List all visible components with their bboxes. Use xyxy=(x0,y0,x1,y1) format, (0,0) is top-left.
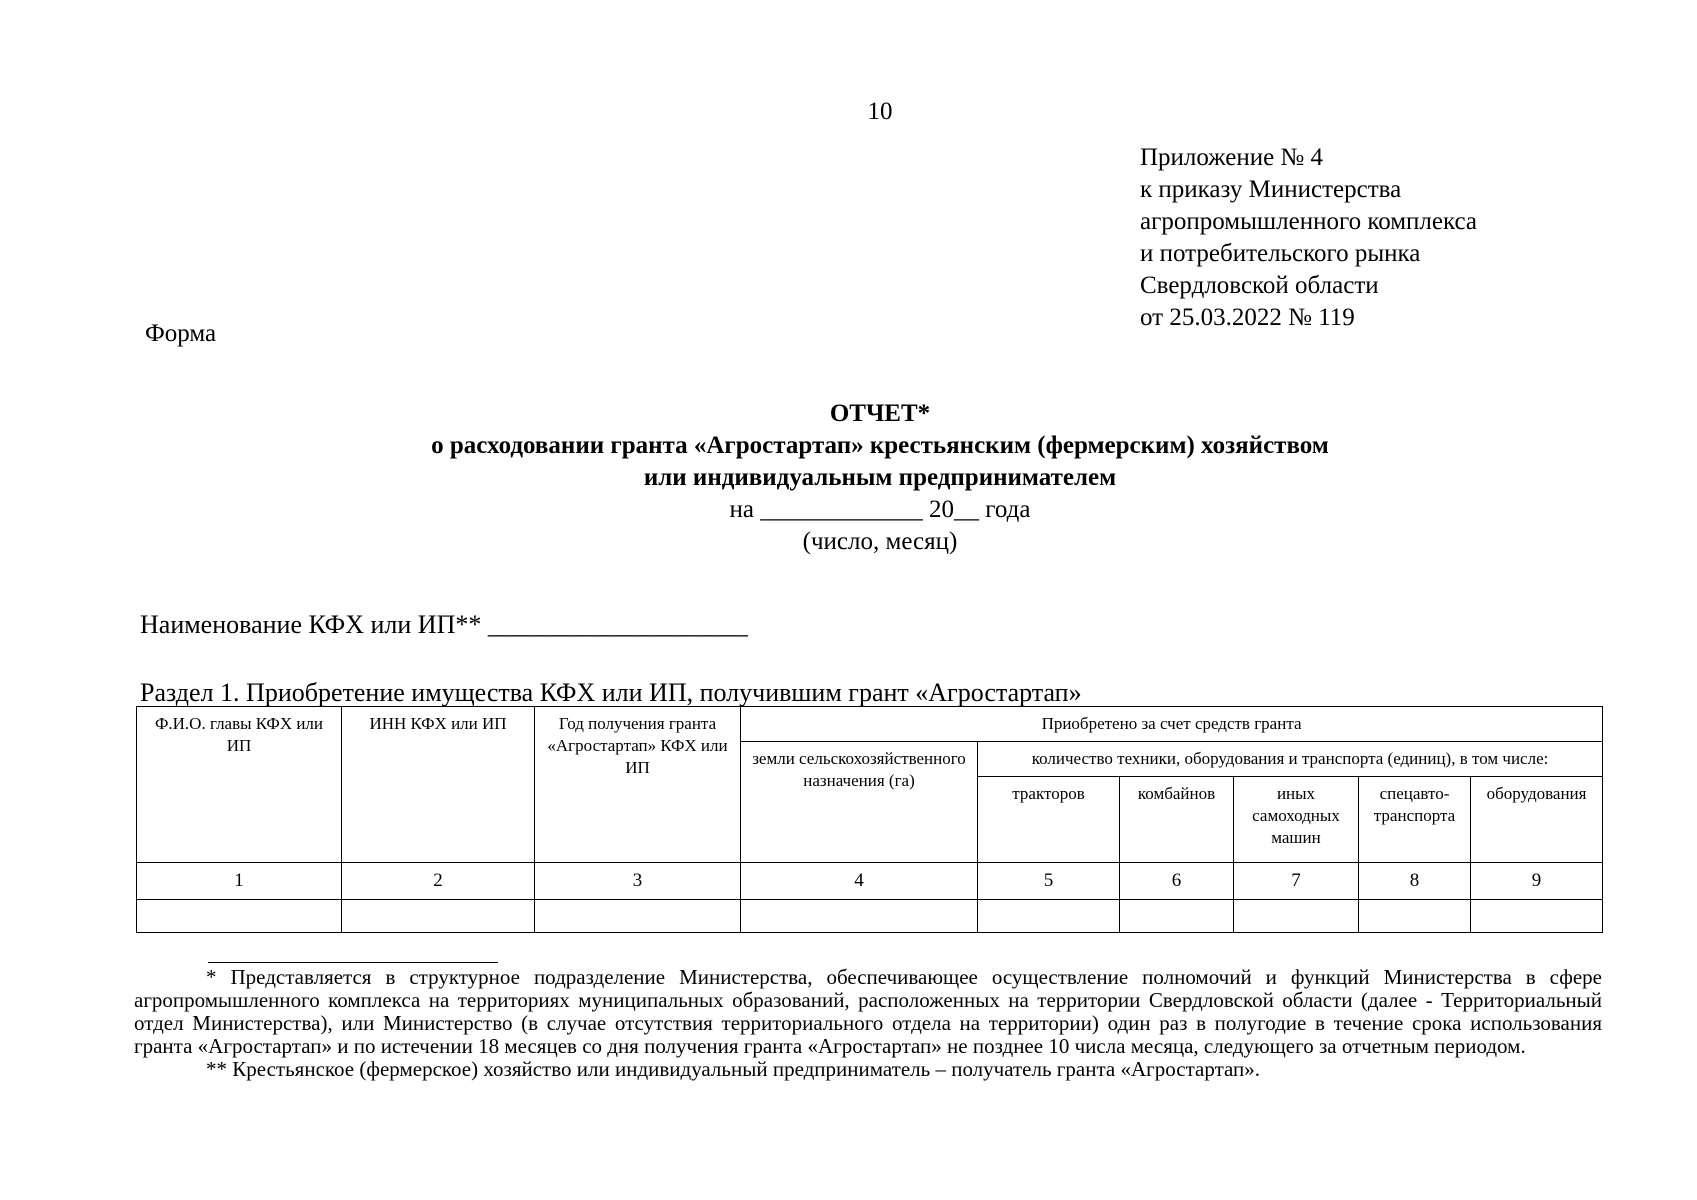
report-title-block xyxy=(0,398,1697,558)
header-self-propelled: иных самоходных машин xyxy=(1234,777,1359,863)
column-number: 9 xyxy=(1471,863,1603,900)
header-inn: ИНН КФХ или ИП xyxy=(342,707,535,863)
header-grant-year: Год получения гранта «Агростартап» КФХ или ИП xyxy=(535,707,741,863)
column-number: 2 xyxy=(342,863,535,900)
section-title: Раздел 1. Приобретение имущества КФХ или ИП, получившим грант «Агростартап» xyxy=(140,678,1082,707)
report-title: ОТЧЕТ* xyxy=(829,400,931,427)
form-label: Форма xyxy=(145,320,217,347)
column-number: 1 xyxy=(137,863,342,900)
footnote-1: * Представляется в структурное подразделение Министерства, обеспечивающее осуществление полномочий и функций Министерства в сфере агропромышленного комплекса на территориях муниципальных образований, расположенных на территории Свердловской области (далее - Территориальный отдел Министерства), или Министерство (в случае отсутствия территориального отдела на территории) один раз в полугодие в течение срока использования гранта «Агростартап» и по истечении 18 месяцев со дня получения гранта «Агростартап» не позднее 10 числа месяца, следующего за отчетным периодом. xyxy=(134,965,1602,1058)
column-number: 4 xyxy=(741,863,978,900)
table-cell[interactable] xyxy=(1471,900,1603,933)
footnote-divider xyxy=(208,962,498,963)
column-number: 3 xyxy=(535,863,741,900)
appendix-line: агропромышленного комплекса xyxy=(1140,208,1478,235)
appendix-line: Свердловской области xyxy=(1140,272,1379,299)
column-number: 7 xyxy=(1234,863,1359,900)
table-cell[interactable] xyxy=(1120,900,1234,933)
table-cell[interactable] xyxy=(1359,900,1471,933)
table-cell[interactable] xyxy=(1234,900,1359,933)
appendix-block xyxy=(1140,142,1477,334)
table-header-row xyxy=(137,707,1603,742)
report-date-line: на _____________ 20__ года xyxy=(729,496,1031,523)
header-land: земли сельскохозяйственного назначения (га) xyxy=(741,742,978,863)
table-cell[interactable] xyxy=(535,900,741,933)
header-equipment: оборудования xyxy=(1471,777,1603,863)
report-subtitle-line1: о расходовании гранта «Агростартап» крестьянским (фермерским) хозяйством xyxy=(431,432,1329,459)
column-number: 6 xyxy=(1120,863,1234,900)
footnotes xyxy=(134,966,1602,1081)
column-number: 8 xyxy=(1359,863,1471,900)
header-equipment-group: количество техники, оборудования и транспорта (единиц), в том числе: xyxy=(978,742,1603,777)
property-acquisition-table xyxy=(136,706,1603,933)
table-cell[interactable] xyxy=(741,900,978,933)
report-subtitle-line2: или индивидуальным предпринимателем xyxy=(643,464,1117,491)
header-fio: Ф.И.О. главы КФХ или ИП xyxy=(137,707,342,863)
table-cell[interactable] xyxy=(978,900,1120,933)
header-tractors: тракторов xyxy=(978,777,1120,863)
table-row xyxy=(137,900,1603,933)
entity-name-line: Наименование КФХ или ИП** ____________________ xyxy=(140,610,748,639)
header-special-transport: спецавто-транспорта xyxy=(1359,777,1471,863)
appendix-line: от 25.03.2022 № 119 xyxy=(1140,304,1355,331)
appendix-line: и потребительского рынка xyxy=(1140,240,1421,267)
footnote-2: ** Крестьянское (фермерское) хозяйство или индивидуальный предприниматель – получатель гранта «Агростартап». xyxy=(206,1057,1261,1081)
header-combines: комбайнов xyxy=(1120,777,1234,863)
header-acquired-group: Приобретено за счет средств гранта xyxy=(741,707,1603,742)
appendix-line: к приказу Министерства xyxy=(1140,176,1402,203)
column-number-row xyxy=(137,863,1603,900)
page-number: 10 xyxy=(867,98,893,125)
column-number: 5 xyxy=(978,863,1120,900)
appendix-line: Приложение № 4 xyxy=(1140,144,1324,171)
table-cell[interactable] xyxy=(342,900,535,933)
report-date-hint: (число, месяц) xyxy=(802,528,958,555)
table-cell[interactable] xyxy=(137,900,342,933)
